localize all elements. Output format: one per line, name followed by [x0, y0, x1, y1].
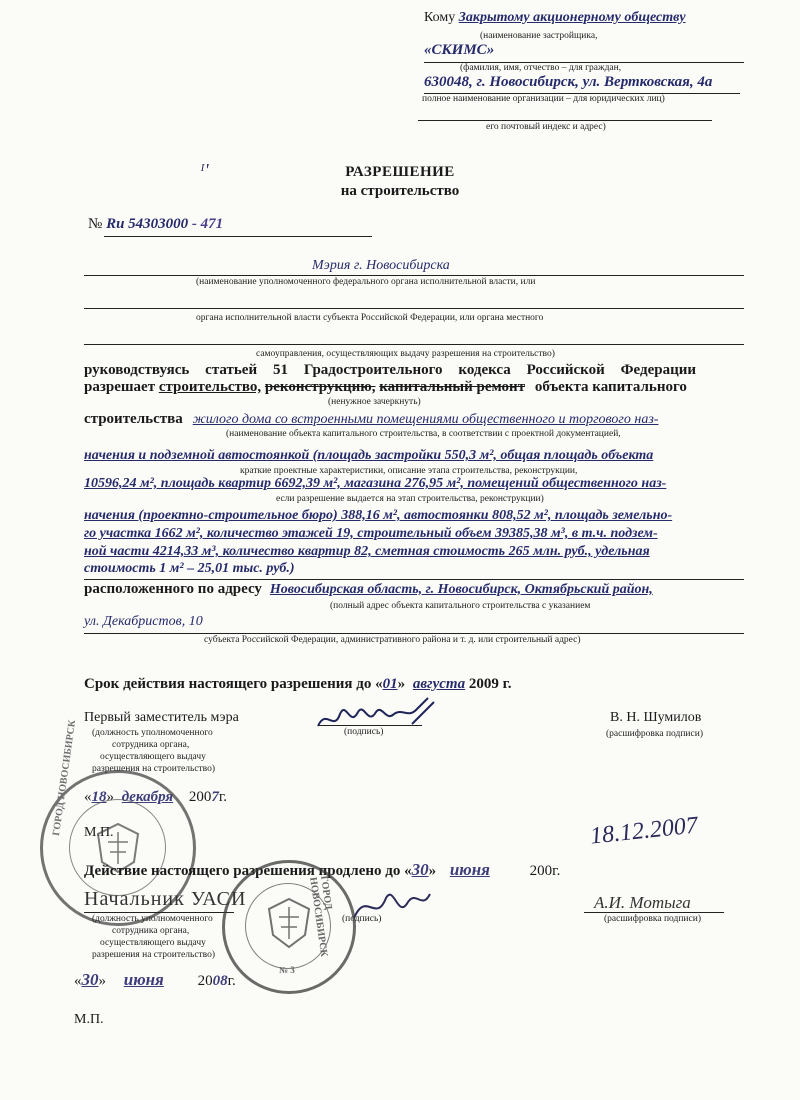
signer-position: Первый заместитель мэра: [84, 710, 239, 725]
authority-caption-3: самоуправления, осуществляющих выдачу разрешения на строительство): [256, 349, 555, 359]
signer-caption-1: (должность уполномоченного: [92, 728, 213, 738]
object-line-6: ной части 4214,33 м³, количество квартир 82, сметная стоимость 265 млн. руб., удельная: [84, 544, 650, 559]
addressee-name: Закрытому акционерному обществу: [458, 10, 686, 25]
extension-position: Начальник УАСИ: [84, 888, 247, 910]
object-line-2: начения и подземной автостоянкой (площадь застройки 550,3 м², общая площадь объекта: [84, 448, 654, 463]
validity-line: Срок действия настоящего разрешения до «01» августа 2009 г.: [84, 676, 512, 692]
extension-date: «30» июня 2008г.: [74, 970, 236, 989]
signer-caption-3: осуществляющего выдачу: [100, 752, 206, 762]
extension-line: Действие настоящего разрешения продлено до «30» июня 200г.: [84, 860, 561, 879]
signer-name-caption: (расшифровка подписи): [606, 729, 703, 739]
document-subtitle: на строительство: [340, 183, 460, 199]
authority-caption-1: (наименование уполномоченного федерального органа исполнительной власти, или: [196, 277, 536, 287]
address-line-1: расположенного по адресу Новосибирская область, г. Новосибирск, Октябрьский район,: [84, 581, 653, 597]
signer-caption-4: разрешения на строительство): [92, 764, 216, 774]
coat-of-arms-icon-2: [261, 895, 317, 951]
signer-name: В. Н. Шумилов: [610, 710, 702, 725]
caption-unneeded: (ненужное зачеркнуть): [328, 397, 421, 407]
object-line-3: 10596,24 м², площадь квартир 6692,39 м², магазина 276,95 м², помещений общественного наз-: [84, 476, 667, 491]
signer-caption-2: сотрудника органа,: [112, 740, 190, 750]
addressee-address: 630048, г. Новосибирск, ул. Вертковская, 4а: [424, 74, 713, 90]
addressee-line-1: Кому Закрытому акционерному обществу: [424, 10, 686, 25]
signature-caption-1: (подпись): [344, 727, 384, 737]
addressee-line-2: «СКИМС»: [424, 42, 495, 58]
ext-caption-2: сотрудника органа,: [112, 926, 190, 936]
caption-object: (наименование объекта капитального строительства, в соответствии с проектной документацией,: [226, 429, 621, 439]
object-line-5: го участка 1662 м², количество этажей 19, строительный объем 39385,38 м³, в т.ч. подзем-: [84, 526, 658, 541]
object-line-7: стоимость 1 м² – 25,01 тыс. руб.): [84, 561, 295, 576]
object-line-4: начения (проектно-строительное бюро) 388,16 м², автостоянки 808,52 м², площадь земельно-: [84, 508, 673, 523]
caption-address-1: (полный адрес объекта капитального строительства с указанием: [330, 601, 591, 611]
ext-caption-3: осуществляющего выдачу: [100, 938, 206, 948]
caption-specs: краткие проектные характеристики, описание этапа строительства, реконструкции,: [240, 466, 578, 476]
pen-mark: ᴵ': [200, 160, 209, 180]
permit-number: № Ru 54303000 - 471: [88, 216, 224, 232]
caption-stage: если разрешение выдается на этап строительства, реконструкции): [276, 494, 544, 504]
authority-caption-2: органа исполнительной власти субъекта Российской Федерации, или органа местного: [196, 313, 544, 323]
addressee-caption-4: его почтовый индекс и адрес): [486, 122, 606, 132]
object-line-1: строительства жилого дома со встроенными помещениями общественного и торгового наз-: [84, 411, 659, 427]
document-title: РАЗРЕШЕНИЕ: [345, 164, 455, 180]
round-seal-2: ГОРОД НОВОСИБИРСК № 3: [222, 860, 356, 994]
round-seal-1: ГОРОД НОВОСИБИРСК: [40, 770, 196, 926]
extension-signer-name: А.И. Мотыга: [594, 893, 691, 912]
addressee-caption-2: (фамилия, имя, отчество – для граждан,: [460, 63, 622, 73]
seal-placeholder-2: М.П.: [74, 1012, 104, 1027]
extension-note: 18.12.2007: [588, 812, 700, 850]
issue-date: «18» декабря 2007г.: [84, 789, 228, 805]
caption-address-2: субъекта Российской Федерации, административного района и т. д. или строительный адрес): [204, 635, 581, 645]
authority-name: Мэрия г. Новосибирска: [312, 258, 450, 273]
signature-caption-2: (подпись): [342, 914, 382, 924]
ext-name-caption: (расшифровка подписи): [604, 914, 701, 924]
ext-caption-4: разрешения на строительство): [92, 950, 216, 960]
legal-basis-line: руководствуясь статьей 51 Градостроительного кодекса Российской Федерации: [84, 362, 696, 378]
ext-caption-1: (должность уполномоченного: [92, 914, 213, 924]
addressee-caption-3: полное наименование организации – для юридических лиц): [422, 94, 665, 104]
addressee-caption-1: (наименование застройщика,: [480, 31, 598, 41]
permit-scope-line: разрешает строительство, реконструкцию, капитальный ремонт объекта капитального: [84, 379, 687, 395]
address-line-2: ул. Декабристов, 10: [84, 614, 203, 629]
seal-placeholder-1: М.П.: [84, 825, 114, 840]
